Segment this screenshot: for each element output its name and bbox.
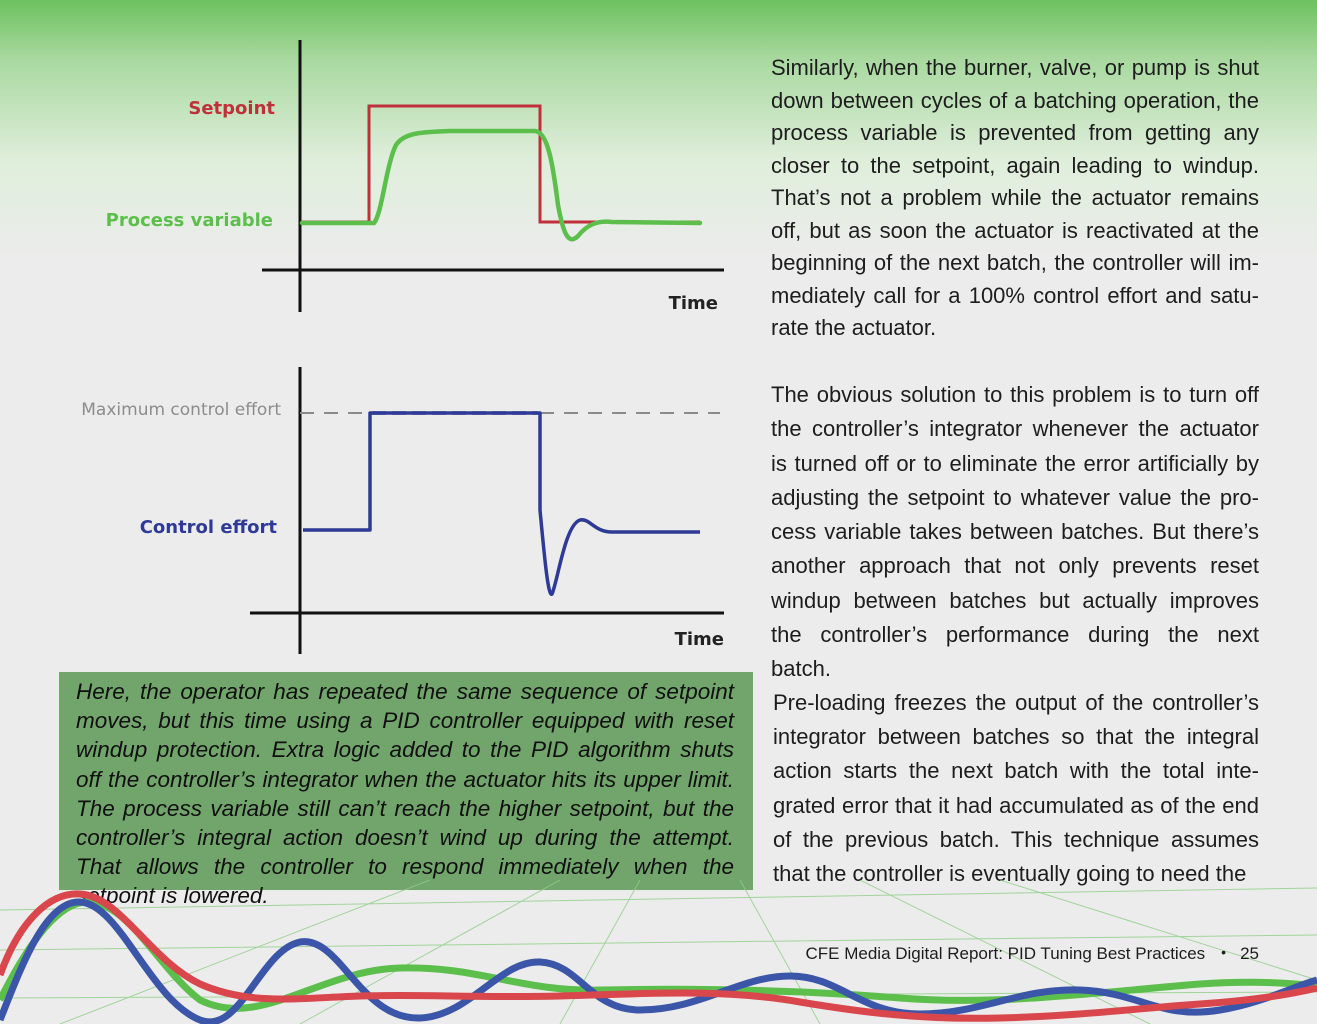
max-effort-label: Maximum control effort <box>81 400 281 420</box>
footer-separator: • <box>1221 944 1227 960</box>
control-effort-figure <box>0 0 760 670</box>
process-variable-label: Process variable <box>105 210 273 231</box>
figure-caption-text: Here, the operator has repeated the same sequence of setpoint moves, but this time using a PID controller equipped with reset windup protection. Extra logic added to the PID algorithm shuts off the controller’s integrator when the actuator hits its upper limit. The process variable still can’t reach the higher setpoint, but the controller’s integral action doesn’t wind up during the attempt. That allows the controller to respond immediately when the setpoint is lowered. <box>76 679 734 909</box>
page-number: 25 <box>1240 944 1259 963</box>
paragraph-obvious-solution: The obvious solution to this problem is to turn off the controller’s integrator whenever the actuator is turned off or to eliminate the error artificially by adjusting the setpoint to whatever value the process variable takes between batches. But there’s another approach that not only prevents reset windup between batches but actually improves the controller’s performance during the next batch. <box>771 382 1259 682</box>
figure-caption-box <box>59 672 753 909</box>
time-label-top: Time <box>668 293 718 314</box>
page-footer <box>806 944 1260 964</box>
paragraph-windup-batching: Similarly, when the burner, valve, or pump is shut down between cycles of a batching operation, the process variable is prevented from getting any closer to the setpoint, again leading to windup. That’s not a problem while the actuator remains off, but as soon the actuator is reactivated at the beginning of the next batch, the controller will immediately call for a 100% control effort and saturate the actuator. <box>771 55 1259 340</box>
setpoint-label: Setpoint <box>188 98 275 119</box>
control-effort-label: Control effort <box>139 517 277 538</box>
time-label-bottom: Time <box>674 629 724 650</box>
control-effort-curve <box>303 413 700 594</box>
footer-publication: CFE Media Digital Report: PID Tuning Best Practices <box>805 944 1206 963</box>
paragraph-pre-loading: Pre-loading freezes the output of the controller’s integrator between batches so that the integral action starts the next batch with the total integrated error that it had accumulated as of the end of the previous batch. This technique assumes that the controller is eventually going to need the <box>773 690 1259 887</box>
